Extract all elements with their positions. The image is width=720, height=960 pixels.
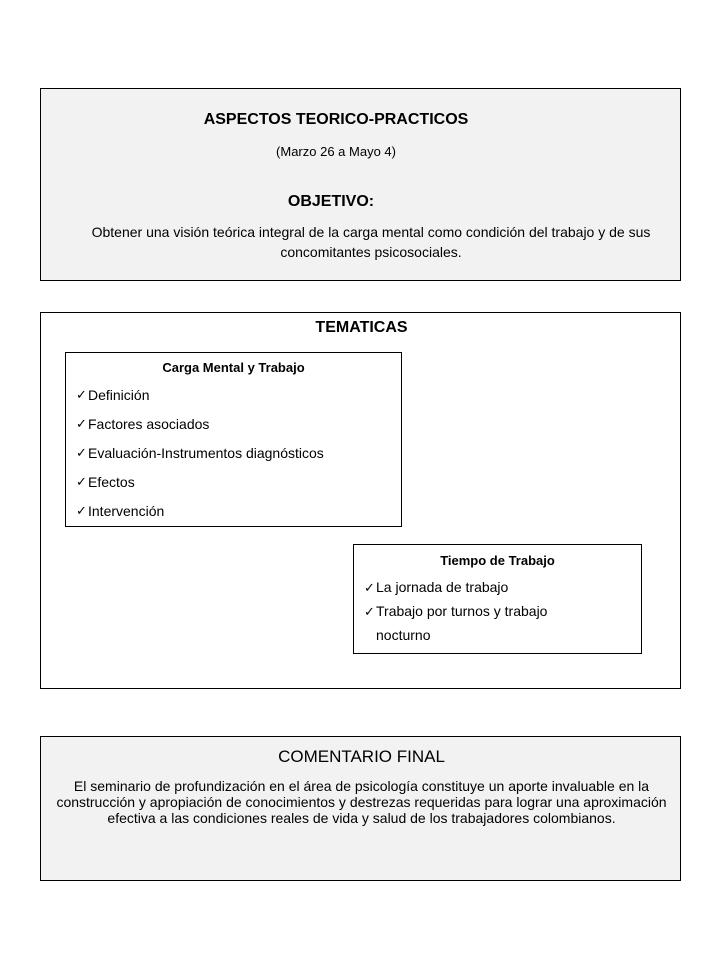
comentario-panel: [40, 736, 681, 881]
checkmark-icon: ✓: [76, 387, 87, 402]
list-item: [364, 575, 596, 599]
tiempo-trabajo-list: [364, 575, 596, 647]
tematicas-panel: [40, 312, 681, 689]
list-item-label: Factores asociados: [88, 416, 210, 432]
list-item-label: Definición: [88, 387, 150, 403]
list-item-label: Trabajo por turnos y trabajo nocturno: [376, 603, 548, 643]
checkmark-icon: ✓: [76, 474, 87, 489]
aspectos-dates: (Marzo 26 a Mayo 4): [276, 144, 396, 159]
checkmark-icon: ✓: [76, 445, 87, 460]
list-item-label: Efectos: [88, 474, 135, 490]
carga-mental-list: [76, 386, 324, 531]
list-item-label: Evaluación-Instrumentos diagnósticos: [88, 445, 324, 461]
tematicas-title: TEMATICAS: [315, 319, 408, 336]
list-item: [76, 502, 324, 531]
tiempo-trabajo-title: Tiempo de Trabajo: [440, 553, 555, 568]
checkmark-icon: ✓: [76, 416, 87, 431]
objective-title: OBJETIVO:: [287, 193, 375, 210]
comentario-title: COMENTARIO FINAL: [278, 747, 445, 766]
list-item: [76, 444, 324, 473]
checkmark-icon: ✓: [364, 604, 375, 619]
tiempo-trabajo-box: [353, 544, 642, 654]
list-item-label: La jornada de trabajo: [376, 579, 509, 595]
aspectos-title: ASPECTOS TEORICO-PRACTICOS: [203, 111, 469, 128]
carga-mental-title: Carga Mental y Trabajo: [162, 360, 305, 375]
list-item: [76, 415, 324, 444]
checkmark-icon: ✓: [364, 580, 375, 595]
list-item-label: Intervención: [88, 503, 165, 519]
list-item: [76, 473, 324, 502]
aspectos-panel: [40, 88, 681, 281]
objective-text: Obtener una visión teórica integral de la carga mental como condición del trabajo y de sus concomitantes psicosociales.: [91, 224, 651, 260]
carga-mental-box: [65, 352, 402, 527]
list-item: [364, 599, 596, 647]
checkmark-icon: ✓: [76, 503, 87, 518]
list-item: [76, 386, 324, 415]
comentario-text: El seminario de profundización en el área de psicología constituye un aporte invaluable en la construcción y apropiación de conocimientos y destrezas requeridas para lograr una aproximación efectiva a las condiciones reales de vida y salud de los trabajadores colombianos.: [56, 778, 667, 826]
